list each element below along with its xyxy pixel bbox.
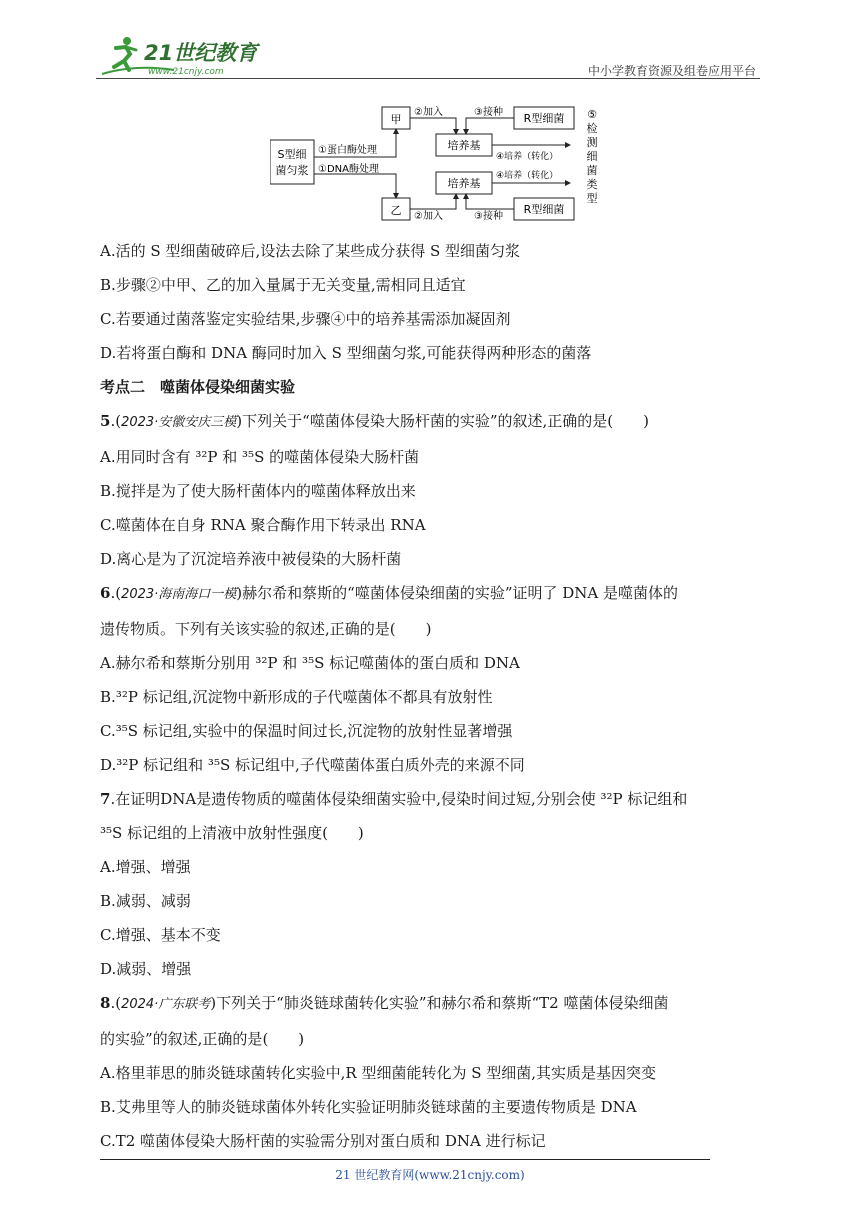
option-text: 若要通过菌落鉴定实验结果,步骤④中的培养基需添加凝固剂 [115,310,511,328]
answer-option: D.³²P 标记组和 ³⁵S 标记组中,子代噬菌体蛋白质外壳的来源不同 [100,756,525,774]
option-text: ³⁵S 标记组,实验中的保温时间过长,沉淀物的放射性显著增强 [115,722,513,740]
option-label: A [100,448,111,466]
question-stem-continued [100,816,770,850]
question-content [100,234,770,1158]
question-text: 在证明DNA是遗传物质的噬菌体侵染细菌实验中,侵染时间过短,分别会使 ³²P 标记组和 [115,790,688,808]
question-stem-continued [100,612,770,646]
diagram-jia: 甲 [390,113,402,126]
diagram-detect-5: 类 [586,178,598,191]
option-label: A [100,654,111,672]
diagram-detect-4: 菌 [586,164,598,177]
question-text: 赫尔希和蔡斯的“噬菌体侵染细菌的实验”证明了 DNA 是噬菌体的 [242,584,679,602]
section-heading [100,370,770,404]
option-label: B [100,482,112,500]
option-text: 离心是为了沉淀培养液中被侵染的大肠杆菌 [116,550,402,568]
section-title: 考点二 噬菌体侵染细菌实验 [100,378,296,396]
option-label: B [100,1098,112,1116]
option-text: 减弱、减弱 [115,892,191,910]
question-text: ³⁵S 标记组的上清液中放射性强度( ) [100,824,364,842]
site-logo [96,34,266,80]
option-label: D [100,960,112,978]
page-header [96,34,760,84]
option-text: 用同时含有 ³²P 和 ³⁵S 的噬菌体侵染大肠杆菌 [115,448,420,466]
answer-option: C.噬菌体在自身 RNA 聚合酶作用下转录出 RNA [100,516,426,534]
question-text: 遗传物质。下列有关该实验的叙述,正确的是( ) [100,620,432,638]
answer-option: A.用同时含有 ³²P 和 ³⁵S 的噬菌体侵染大肠杆菌 [100,448,420,466]
option-label: C [100,926,111,944]
diagram-r-strain-bottom: R型细菌 [523,203,565,216]
diagram-add-top: ②加入 [414,107,443,118]
option-label: B [100,892,112,910]
diagram-inoculate-top: ③接种 [474,107,503,118]
question-number: 6 [100,584,111,602]
header-divider [96,78,760,79]
option-label: D [100,550,112,568]
experiment-diagram [270,104,610,224]
option-label: A [100,858,111,876]
option-text: 格里菲思的肺炎链球菌转化实验中,R 型细菌能转化为 S 型细菌,其实质是基因突变 [115,1064,657,1082]
answer-option: C.增强、基本不变 [100,926,221,944]
logo-main-text: 21世纪教育 [144,41,258,65]
option-text: T2 噬菌体侵染大肠杆菌的实验需分别对蛋白质和 DNA 进行标记 [115,1132,546,1150]
diagram-r-strain-top: R型细菌 [523,112,565,125]
diagram-inoculate-bottom: ③接种 [474,211,503,222]
option-label: A [100,242,111,260]
question-number: 5 [100,412,111,430]
answer-option: B.搅拌是为了使大肠杆菌体内的噬菌体释放出来 [100,482,416,500]
question-stem: 5.(2023·安徽安庆三模)下列关于“噬菌体侵染大肠杆菌的实验”的叙述,正确的是( ) [100,412,649,430]
question-text: 的实验”的叙述,正确的是( ) [100,1030,305,1048]
answer-option: B.³²P 标记组,沉淀物中新形成的子代噬菌体不都具有放射性 [100,688,493,706]
question-stem: 7.在证明DNA是遗传物质的噬菌体侵染细菌实验中,侵染时间过短,分别会使 ³²P 标记组和 [100,790,688,808]
diagram-add-bottom: ②加入 [414,211,443,222]
diagram-medium-bottom: 培养基 [447,177,481,190]
answer-option: D.减弱、增强 [100,960,192,978]
question-stem-continued [100,1022,770,1056]
footer-divider [100,1159,710,1160]
option-label: A [100,1064,111,1082]
question-text: 下列关于“肺炎链球菌转化实验”和赫尔希和蔡斯“T2 噬菌体侵染细菌 [216,994,669,1012]
answer-option: C.T2 噬菌体侵染大肠杆菌的实验需分别对蛋白质和 DNA 进行标记 [100,1132,546,1150]
diagram-yi: 乙 [390,204,402,217]
header-platform-name: 中小学教育资源及组卷应用平台 [587,64,756,78]
option-text: ³²P 标记组和 ³⁵S 标记组中,子代噬菌体蛋白质外壳的来源不同 [116,756,525,774]
option-text: 步骤②中甲、乙的加入量属于无关变量,需相同且适宜 [115,276,466,294]
question-number: 8 [100,994,111,1012]
option-label: D [100,756,112,774]
answer-option: A.活的 S 型细菌破碎后,设法去除了某些成分获得 S 型细菌匀浆 [100,242,521,260]
option-label: C [100,722,111,740]
option-text: 搅拌是为了使大肠杆菌体内的噬菌体释放出来 [115,482,416,500]
diagram-protease-label: ①蛋白酶处理 [318,145,377,156]
diagram-detect-3: 细 [586,150,598,163]
question-source: 2023·安徽安庆三模 [121,415,237,430]
diagram-left-box-line2: 菌匀浆 [275,164,309,177]
option-text: 艾弗里等人的肺炎链球菌体外转化实验证明肺炎链球菌的主要遗传物质是 DNA [115,1098,637,1116]
answer-option: B.艾弗里等人的肺炎链球菌体外转化实验证明肺炎链球菌的主要遗传物质是 DNA [100,1098,637,1116]
option-text: 增强、增强 [115,858,191,876]
option-text: 活的 S 型细菌破碎后,设法去除了某些成分获得 S 型细菌匀浆 [115,242,521,260]
answer-option: D.离心是为了沉淀培养液中被侵染的大肠杆菌 [100,550,402,568]
option-text: 噬菌体在自身 RNA 聚合酶作用下转录出 RNA [115,516,426,534]
option-text: ³²P 标记组,沉淀物中新形成的子代噬菌体不都具有放射性 [115,688,493,706]
answer-option: A.赫尔希和蔡斯分别用 ³²P 和 ³⁵S 标记噬菌体的蛋白质和 DNA [100,654,520,672]
answer-option: A.格里菲思的肺炎链球菌转化实验中,R 型细菌能转化为 S 型细菌,其实质是基因突变 [100,1064,657,1082]
option-label: C [100,516,111,534]
question-number: 7 [100,790,111,808]
diagram-left-box-line1: S型细 [277,148,307,161]
option-text: 赫尔希和蔡斯分别用 ³²P 和 ³⁵S 标记噬菌体的蛋白质和 DNA [115,654,520,672]
question-source: 2024·广东联考 [121,997,211,1012]
diagram-detect-6: 型 [586,192,598,205]
answer-option: C.³⁵S 标记组,实验中的保温时间过长,沉淀物的放射性显著增强 [100,722,513,740]
answer-option: A.增强、增强 [100,858,191,876]
diagram-culture-top: ④培养（转化） [496,152,559,162]
diagram-detect-2: 测 [586,136,598,149]
option-text: 增强、基本不变 [115,926,221,944]
option-text: 减弱、增强 [116,960,192,978]
answer-option: D.若将蛋白酶和 DNA 酶同时加入 S 型细菌匀浆,可能获得两种形态的菌落 [100,344,592,362]
question-stem: 8.(2024·广东联考)下列关于“肺炎链球菌转化实验”和赫尔希和蔡斯“T2 噬菌体侵染细菌 [100,994,669,1012]
option-label: C [100,310,111,328]
option-label: B [100,276,112,294]
option-label: C [100,1132,111,1150]
option-label: D [100,344,112,362]
diagram-detect-1: 检 [586,122,598,135]
answer-option: B.步骤②中甲、乙的加入量属于无关变量,需相同且适宜 [100,276,466,294]
answer-option: B.减弱、减弱 [100,892,191,910]
diagram-dnase-label: ①DNA酶处理 [318,164,379,175]
option-text: 若将蛋白酶和 DNA 酶同时加入 S 型细菌匀浆,可能获得两种形态的菌落 [116,344,592,362]
diagram-culture-bottom: ④培养（转化） [496,171,559,181]
diagram-detect-0: ⑤ [587,108,597,121]
question-stem: 6.(2023·海南海口一模)赫尔希和蔡斯的“噬菌体侵染细菌的实验”证明了 DNA 是噬菌体的 [100,584,679,602]
page-footer: 21 世纪教育网(www.21cnjy.com) [335,1168,525,1182]
question-text: 下列关于“噬菌体侵染大肠杆菌的实验”的叙述,正确的是( ) [242,412,649,430]
diagram-medium-top: 培养基 [447,139,481,152]
answer-option: C.若要通过菌落鉴定实验结果,步骤④中的培养基需添加凝固剂 [100,310,511,328]
option-label: B [100,688,112,706]
logo-sub-text: www.21cnjy.com [148,67,224,77]
question-source: 2023·海南海口一模 [121,587,237,602]
